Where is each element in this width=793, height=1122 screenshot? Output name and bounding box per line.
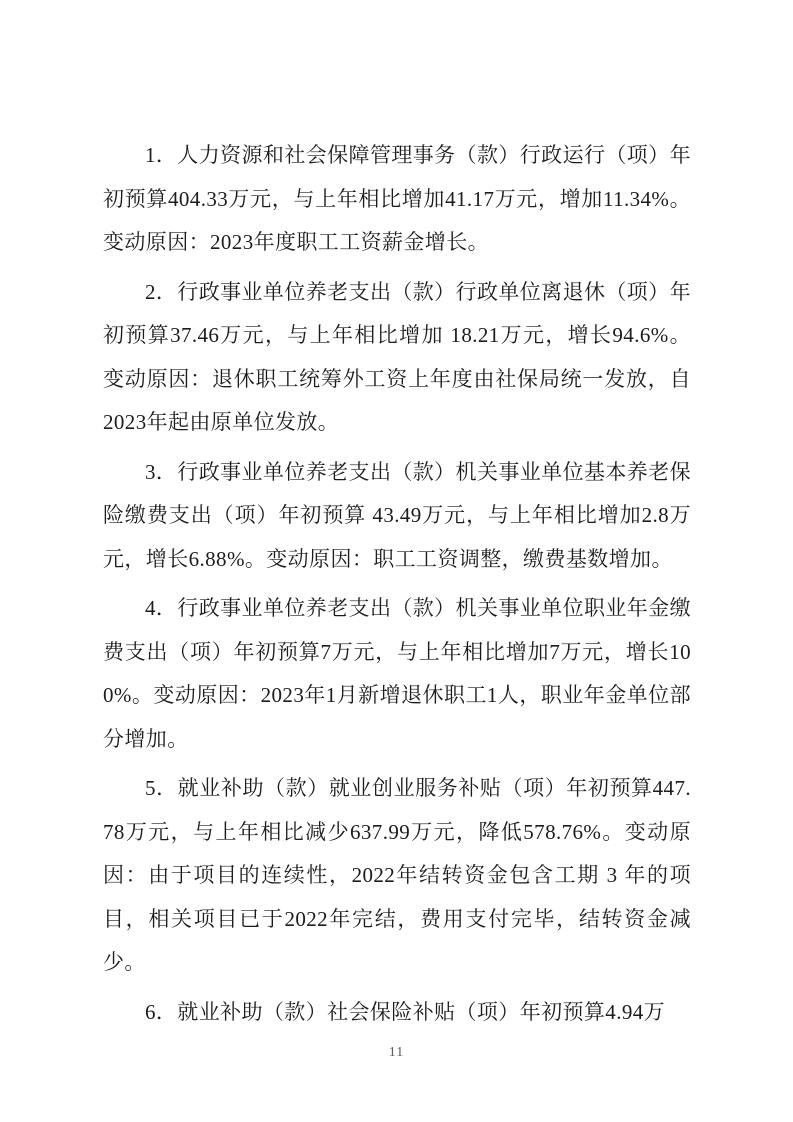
page-number: 11 <box>388 1045 405 1060</box>
paragraph-2: 2．行政事业单位养老支出（款）行政单位离退休（项）年初预算37.46万元，与上年相比增加 18.21万元，增长94.6%。变动原因：退休职工统筹外工资上年度由社保局统一发放，自2023年起由原单位发放。 <box>103 279 691 434</box>
paragraph-3: 3．行政事业单位养老支出（款）机关事业单位基本养老保险缴费支出（项）年初预算 43.49万元，与上年相比增加2.8万元，增长6.88%。变动原因：职工工资调整，缴费基数增加。 <box>103 459 691 571</box>
paragraph-6: 6．就业补助（款）社会保险补贴（项）年初预算4.94万 <box>145 999 666 1024</box>
paragraph-4: 4．行政事业单位养老支出（款）机关事业单位职业年金缴费支出（项）年初预算7万元，与上年相比增加7万元，增长100%。变动原因：2023年1月新增退休职工1人，职业年金单位部分增加。 <box>103 596 691 751</box>
document-body <box>103 134 691 1040</box>
paragraph-1: 1．人力资源和社会保障管理事务（款）行政运行（项）年初预算404.33万元，与上年相比增加41.17万元，增加11.34%。变动原因：2023年度职工工资薪金增长。 <box>103 143 691 254</box>
paragraph-5: 5．就业补助（款）就业创业服务补贴（项）年初预算447.78万元，与上年相比减少637.99万元，降低578.76%。变动原因：由于项目的连续性，2022年结转资金包含工期 3 年的项目，相关项目已于2022年完结，费用支付完毕，结转资金减少。 <box>103 776 691 974</box>
